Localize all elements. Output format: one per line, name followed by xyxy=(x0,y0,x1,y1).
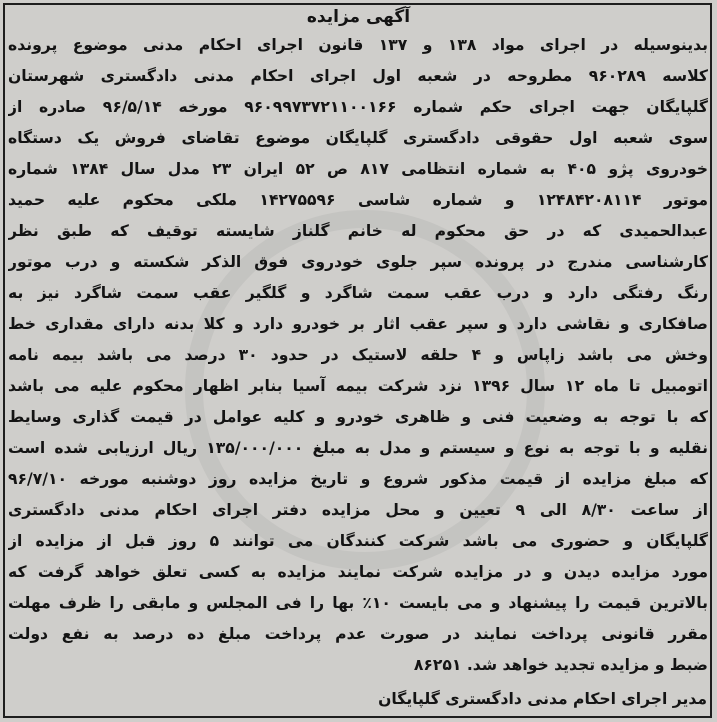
notice-line-16: از ساعت ۸/۳۰ الی ۹ تعیین و محل مزایده دفتر اجرای احکام مدنی دادگستری xyxy=(8,501,708,519)
notice-line-19: بالاترین قیمت را پیشنهاد و می بایست ۱۰٪ بها را فی المجلس و مابقی را ظرف مهلت xyxy=(8,594,708,612)
notice-line-5: خودروی پژو ۴۰۵ به شماره انتظامی ۸۱۷ ص ۵۲ ایران ۲۳ مدل سال ۱۳۸۴ شماره xyxy=(8,160,708,178)
notice-line-15: که مبلغ مزایده از قیمت مذکور شروع و تاریخ مزایده روز دوشنبه مورخه ۹۶/۷/۱۰ xyxy=(8,470,708,488)
notice-line-10: صافکاری و نقاشی دارد و سپر عقب اثار بر خودرو دارد و کلا بدنه دارای مقداری خط xyxy=(8,315,708,333)
notice-signature: مدیر اجرای احکام مدنی دادگستری گلپایگان xyxy=(378,690,707,708)
notice-line-18: مورد مزایده دیدن و در مزایده شرکت نمایند مزایده به کسی تعلق خواهد گرفت که xyxy=(8,563,708,581)
notice-line-21: ضبط و مزایده تجدید خواهد شد. ۸۶۲۵۱ xyxy=(413,656,708,674)
notice-line-2: کلاسه ۹۶۰۲۸۹ مطروحه در شعبه اول اجرای احکام مدنی دادگستری شهرستان xyxy=(8,67,708,85)
notice-line-8: کارشناسی مندرج در پرونده سپر جلوی خودروی فوق الذکر شکسته و درب موتور xyxy=(8,253,708,271)
notice-title: آگهی مزایده xyxy=(306,7,411,27)
notice-line-3: گلپایگان جهت اجرای حکم شماره ۹۶۰۹۹۷۳۷۲۱۱۰۰۱۶۶ مورخه ۹۶/۵/۱۴ صادره از xyxy=(8,98,708,116)
notice-line-12: اتومبیل تا ماه ۱۲ سال ۱۳۹۶ نزد شرکت بیمه آسیا بنابر اظهار محکوم علیه می باشد xyxy=(8,377,708,395)
notice-line-9: رنگ رفتگی دارد و درب عقب سمت شاگرد و گلگیر عقب سمت شاگرد نیز به xyxy=(8,284,708,302)
notice-line-13: که با توجه به وضعیت فنی و ظاهری خودرو و کلیه عوامل در قیمت گذاری وسایط xyxy=(8,408,708,426)
notice-line-17: گلپایگان و حضوری می باشد شرکت کنندگان می توانند ۵ روز قبل از مزایده از xyxy=(8,532,708,550)
notice-line-6: موتور ۱۲۴۸۴۲۰۸۱۱۴ و شماره شاسی ۱۴۲۷۵۵۹۶ ملکی محکوم علیه حمید xyxy=(8,191,708,209)
notice-line-7: عبدالحمیدی که در حق محکوم له خانم گلناز شایسته توقیف که طبق نظر xyxy=(8,222,708,240)
notice-line-20: مقرر قانونی پرداخت نمایند در صورت عدم پرداخت مبلغ ده درصد به نفع دولت xyxy=(8,625,708,643)
notice-body xyxy=(8,30,708,681)
notice-line-1: بدینوسیله در اجرای مواد ۱۳۸ و ۱۳۷ قانون اجرای احکام مدنی موضوع پرونده xyxy=(8,36,708,54)
notice-line-11: وخش می باشد زاپاس و ۴ حلقه لاستیک در حدود ۳۰ درصد می باشد بیمه نامه xyxy=(8,346,708,364)
notice-line-4: سوی شعبه اول حقوقی دادگستری گلپایگان موضوع تقاضای فروش یک دستگاه xyxy=(8,129,708,147)
notice-line-14: نقلیه و با توجه به نوع و سیستم و مدل به مبلغ ۱۳۵/۰۰۰/۰۰۰ ریال ارزیابی شده است xyxy=(8,439,708,457)
